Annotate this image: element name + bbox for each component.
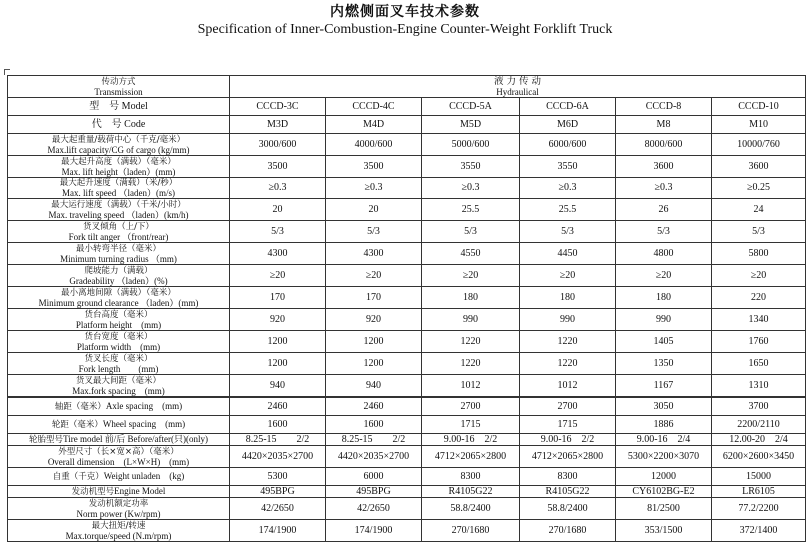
spec-value: 4300 bbox=[326, 243, 422, 265]
spec-label bbox=[8, 199, 230, 221]
spec-label-cn: 货叉长度（毫米） bbox=[84, 353, 153, 364]
spec-label bbox=[8, 265, 230, 287]
spec-label-en: Axle spacing (mm) bbox=[105, 401, 183, 411]
spec-row bbox=[8, 134, 806, 156]
spec-value: 940 bbox=[230, 375, 326, 398]
spec-value: 42/2650 bbox=[230, 498, 326, 520]
model-value: CCCD-3C bbox=[230, 98, 326, 116]
spec-value: 180 bbox=[422, 287, 520, 309]
code-value: M5D bbox=[422, 116, 520, 134]
spec-value: ≥0.3 bbox=[326, 178, 422, 199]
spec-label-en: Max. lift height（laden）(mm) bbox=[61, 166, 176, 177]
spec-value: 990 bbox=[422, 309, 520, 331]
spec-value: 1886 bbox=[616, 416, 712, 434]
hydraulical-cn: 液 力 传 动 bbox=[493, 75, 542, 87]
spec-value: ≥0.3 bbox=[230, 178, 326, 199]
spec-value: 2700 bbox=[520, 397, 616, 416]
spec-value: 3000/600 bbox=[230, 134, 326, 156]
spec-label bbox=[8, 520, 230, 542]
spec-row bbox=[8, 353, 806, 375]
spec-value: CY6102BG-E2 bbox=[616, 486, 712, 498]
spec-value: 990 bbox=[520, 309, 616, 331]
spec-value: 1340 bbox=[712, 309, 806, 331]
spec-value: 372/1400 bbox=[712, 520, 806, 542]
spec-value: 1200 bbox=[326, 353, 422, 375]
spec-label bbox=[8, 397, 230, 416]
spec-value: 1760 bbox=[712, 331, 806, 353]
spec-row bbox=[8, 397, 806, 416]
spec-label-cn: 最大起升高度（满载）（毫米） bbox=[61, 156, 176, 167]
spec-value: 3600 bbox=[616, 156, 712, 178]
hydraulical-en: Hydraulical bbox=[496, 86, 539, 97]
spec-value: 2460 bbox=[230, 397, 326, 416]
code-value: M4D bbox=[326, 116, 422, 134]
spec-value: ≥20 bbox=[616, 265, 712, 287]
spec-label-en: Platform width (mm) bbox=[76, 341, 161, 352]
spec-value: 24 bbox=[712, 199, 806, 221]
spec-label bbox=[8, 243, 230, 265]
spec-label-cn: 货台高度（毫米） bbox=[84, 309, 153, 320]
spec-value: 4800 bbox=[616, 243, 712, 265]
spec-value: 1200 bbox=[230, 353, 326, 375]
spec-label bbox=[8, 434, 230, 446]
spec-label-cn: 货叉最大间距（毫米） bbox=[75, 375, 161, 386]
spec-label-en: Max.torque/speed (N.m/rpm) bbox=[65, 530, 172, 541]
spec-row bbox=[8, 520, 806, 542]
spec-value: 8300 bbox=[422, 468, 520, 486]
spec-value: 6000 bbox=[326, 468, 422, 486]
spec-value: 12.00-20 2/4 bbox=[712, 434, 806, 446]
spec-value: 20 bbox=[230, 199, 326, 221]
spec-row bbox=[8, 486, 806, 498]
spec-label-cn: 货台宽度（毫米） bbox=[84, 331, 153, 342]
spec-value: 8000/600 bbox=[616, 134, 712, 156]
spec-value: 1200 bbox=[230, 331, 326, 353]
spec-label-en: Fork tilt anger （front/rear) bbox=[68, 231, 169, 242]
spec-value: 1350 bbox=[616, 353, 712, 375]
spec-label-cn: 最大起重量/载荷中心（千克/毫米） bbox=[51, 134, 186, 145]
spec-label-cn: 最小转弯半径（毫米） bbox=[75, 243, 161, 254]
spec-value: 4712×2065×2800 bbox=[520, 446, 616, 468]
spec-label bbox=[8, 446, 230, 468]
transmission-label-cn: 传动方式 bbox=[101, 76, 136, 87]
spec-value: 3550 bbox=[422, 156, 520, 178]
spec-label-en: Max.lift capacity/CG of cargo (kg/mm) bbox=[47, 144, 190, 155]
model-value: CCCD-4C bbox=[326, 98, 422, 116]
spec-value: 4550 bbox=[422, 243, 520, 265]
spec-label-en: Fork length (mm) bbox=[78, 363, 159, 374]
model-value: CCCD-8 bbox=[616, 98, 712, 116]
spec-value: 495BPG bbox=[230, 486, 326, 498]
spec-label-en: Gradeability （laden）(%) bbox=[69, 275, 168, 286]
spec-value: 5/3 bbox=[422, 221, 520, 243]
spec-value: ≥20 bbox=[422, 265, 520, 287]
spec-value: 1220 bbox=[422, 331, 520, 353]
spec-value: 5300 bbox=[230, 468, 326, 486]
spec-value: 495BPG bbox=[326, 486, 422, 498]
spec-value: 3050 bbox=[616, 397, 712, 416]
spec-value: 58.8/2400 bbox=[422, 498, 520, 520]
spec-row bbox=[8, 498, 806, 520]
spec-value: 5/3 bbox=[326, 221, 422, 243]
spec-value: 1715 bbox=[422, 416, 520, 434]
spec-value: 9.00-16 2/2 bbox=[520, 434, 616, 446]
spec-value: LR6105 bbox=[712, 486, 806, 498]
spec-value: 25.5 bbox=[520, 199, 616, 221]
code-row bbox=[8, 116, 806, 134]
page-title-cn: 内燃侧面叉车技术参数 bbox=[330, 4, 480, 20]
spec-label-cn: 最大起升速度（满载）（米/秒） bbox=[59, 178, 178, 188]
spec-value: 1220 bbox=[422, 353, 520, 375]
spec-value: 4420×2035×2700 bbox=[230, 446, 326, 468]
hydraulical-cell bbox=[230, 76, 806, 98]
spec-label-cn: 轴距（毫米） bbox=[54, 402, 106, 412]
spec-value: ≥20 bbox=[712, 265, 806, 287]
spec-label bbox=[8, 468, 230, 486]
title-block bbox=[0, 3, 810, 38]
spec-value: 5000/600 bbox=[422, 134, 520, 156]
spec-label bbox=[8, 156, 230, 178]
spec-value: 170 bbox=[326, 287, 422, 309]
spec-value: 353/1500 bbox=[616, 520, 712, 542]
spec-value: 174/1900 bbox=[326, 520, 422, 542]
spec-value: 1715 bbox=[520, 416, 616, 434]
spec-value: 10000/760 bbox=[712, 134, 806, 156]
spec-value: 5/3 bbox=[616, 221, 712, 243]
spec-label bbox=[8, 331, 230, 353]
model-value: CCCD-6A bbox=[520, 98, 616, 116]
spec-label-cn: 轮胎型号 bbox=[29, 435, 64, 445]
spec-value: 1405 bbox=[616, 331, 712, 353]
spec-value: 3600 bbox=[712, 156, 806, 178]
spec-label-en: Weight unladen (kg) bbox=[103, 471, 185, 481]
spec-value: ≥20 bbox=[520, 265, 616, 287]
spec-value: 3700 bbox=[712, 397, 806, 416]
model-row bbox=[8, 98, 806, 116]
spec-value: 1012 bbox=[520, 375, 616, 398]
spec-value: 4000/600 bbox=[326, 134, 422, 156]
spec-value: 270/1680 bbox=[422, 520, 520, 542]
spec-label-cn: 轮距（毫米） bbox=[51, 420, 103, 430]
spec-label-en: Overall dimension (L×W×H) (mm) bbox=[47, 456, 190, 467]
transmission-label bbox=[8, 76, 230, 98]
spec-value: 1220 bbox=[520, 353, 616, 375]
spec-label-en: Norm power (Kw/rpm) bbox=[76, 508, 161, 519]
spec-value: 58.8/2400 bbox=[520, 498, 616, 520]
spec-value: 180 bbox=[616, 287, 712, 309]
spec-value: 6000/600 bbox=[520, 134, 616, 156]
spec-label-cn: 货叉倾角（上/下） bbox=[83, 221, 154, 232]
spec-value: ≥20 bbox=[326, 265, 422, 287]
spec-value: 3500 bbox=[326, 156, 422, 178]
spec-label bbox=[8, 486, 230, 498]
spec-value: 220 bbox=[712, 287, 806, 309]
code-value: M6D bbox=[520, 116, 616, 134]
spec-value: 920 bbox=[230, 309, 326, 331]
spec-value: 77.2/2200 bbox=[712, 498, 806, 520]
spec-value: 1600 bbox=[326, 416, 422, 434]
spec-row bbox=[8, 375, 806, 398]
code-value: M8 bbox=[616, 116, 712, 134]
spec-value: 1167 bbox=[616, 375, 712, 398]
spec-row bbox=[8, 331, 806, 353]
spec-value: 270/1680 bbox=[520, 520, 616, 542]
spec-label bbox=[8, 353, 230, 375]
spec-value: 1310 bbox=[712, 375, 806, 398]
code-label: 代 号 Code bbox=[8, 116, 230, 134]
spec-value: 1200 bbox=[326, 331, 422, 353]
spec-label-en: Platform height (mm) bbox=[75, 319, 162, 330]
spec-value: 5300×2200×3070 bbox=[616, 446, 712, 468]
spec-value: 4300 bbox=[230, 243, 326, 265]
spec-value: ≥20 bbox=[230, 265, 326, 287]
spec-row bbox=[8, 309, 806, 331]
spec-value: 170 bbox=[230, 287, 326, 309]
spec-row bbox=[8, 287, 806, 309]
spec-value: ≥0.3 bbox=[616, 178, 712, 199]
spec-value: 6200×2600×3450 bbox=[712, 446, 806, 468]
spec-label-cn: 外型尺寸（长×宽×高）（毫米） bbox=[58, 446, 179, 457]
spec-value: 2700 bbox=[422, 397, 520, 416]
model-label: 型 号 Model bbox=[8, 98, 230, 116]
spec-label-en: Max. traveling speed （laden）(km/h) bbox=[48, 209, 189, 220]
spec-row bbox=[8, 416, 806, 434]
spec-label bbox=[8, 134, 230, 156]
spec-value: 8.25-15 2/2 bbox=[326, 434, 422, 446]
spec-value: 920 bbox=[326, 309, 422, 331]
page-title-en: Specification of Inner-Combustion-Engine Counter-Weight Forklift Truck bbox=[197, 22, 613, 37]
transmission-label-en: Transmission bbox=[94, 86, 143, 97]
spec-value: 8.25-15 2/2 bbox=[230, 434, 326, 446]
spec-value: 4712×2065×2800 bbox=[422, 446, 520, 468]
spec-label bbox=[8, 375, 230, 398]
spec-row bbox=[8, 265, 806, 287]
model-value: CCCD-10 bbox=[712, 98, 806, 116]
spec-row bbox=[8, 468, 806, 486]
spec-row bbox=[8, 434, 806, 446]
spec-value: 9.00-16 2/2 bbox=[422, 434, 520, 446]
spec-label bbox=[8, 178, 230, 199]
spec-value: 1012 bbox=[422, 375, 520, 398]
spec-label-en: Max. lift speed （laden）(m/s) bbox=[62, 188, 175, 198]
transmission-row bbox=[8, 76, 806, 98]
spec-label-cn: 最大扭矩/转速 bbox=[91, 520, 146, 531]
spec-value: ≥0.3 bbox=[520, 178, 616, 199]
spec-label bbox=[8, 287, 230, 309]
spec-label-en: Engine Model bbox=[114, 486, 166, 496]
spec-value: 9.00-16 2/4 bbox=[616, 434, 712, 446]
spec-row bbox=[8, 156, 806, 178]
spec-value: 20 bbox=[326, 199, 422, 221]
spec-value: 940 bbox=[326, 375, 422, 398]
spec-value: 1600 bbox=[230, 416, 326, 434]
spec-value: 81/2500 bbox=[616, 498, 712, 520]
spec-value: 5/3 bbox=[712, 221, 806, 243]
spec-label bbox=[8, 416, 230, 434]
spec-value: 990 bbox=[616, 309, 712, 331]
spec-label-en: Minimum ground clearance （laden）(mm) bbox=[38, 297, 199, 308]
spec-label bbox=[8, 309, 230, 331]
spec-value: 8300 bbox=[520, 468, 616, 486]
spec-value: 4420×2035×2700 bbox=[326, 446, 422, 468]
spec-label bbox=[8, 498, 230, 520]
spec-label-cn: 最大运行速度（满载）（千米/小时） bbox=[51, 199, 186, 210]
model-value: CCCD-5A bbox=[422, 98, 520, 116]
code-value: M10 bbox=[712, 116, 806, 134]
spec-value: 180 bbox=[520, 287, 616, 309]
spec-value: 1650 bbox=[712, 353, 806, 375]
spec-label bbox=[8, 221, 230, 243]
spec-label-en: Wheel spacing (mm) bbox=[102, 419, 186, 429]
spec-value: 5800 bbox=[712, 243, 806, 265]
spec-label-cn: 自重（千克） bbox=[52, 472, 104, 482]
spec-value: 3550 bbox=[520, 156, 616, 178]
spec-label-cn: 发动机型号 bbox=[71, 487, 115, 497]
spec-value: 4450 bbox=[520, 243, 616, 265]
spec-value: 2460 bbox=[326, 397, 422, 416]
spec-value: R4105G22 bbox=[422, 486, 520, 498]
spec-row bbox=[8, 243, 806, 265]
spec-value: 25.5 bbox=[422, 199, 520, 221]
spec-value: 3500 bbox=[230, 156, 326, 178]
spec-value: 5/3 bbox=[230, 221, 326, 243]
spec-label-cn: 爬坡能力（满载） bbox=[84, 265, 153, 276]
code-value: M3D bbox=[230, 116, 326, 134]
spec-value: ≥0.3 bbox=[422, 178, 520, 199]
spec-value: 1220 bbox=[520, 331, 616, 353]
spec-value: 26 bbox=[616, 199, 712, 221]
spec-label-cn: 最小离地间隙（满载）（毫米） bbox=[61, 287, 176, 298]
spec-value: 5/3 bbox=[520, 221, 616, 243]
spec-row bbox=[8, 178, 806, 199]
spec-label-en: Max.fork spacing (mm) bbox=[72, 385, 165, 396]
spec-row bbox=[8, 446, 806, 468]
spec-row bbox=[8, 199, 806, 221]
spec-value: 15000 bbox=[712, 468, 806, 486]
spec-value: R4105G22 bbox=[520, 486, 616, 498]
spec-value: ≥0.25 bbox=[712, 178, 806, 199]
spec-value: 42/2650 bbox=[326, 498, 422, 520]
spec-value: 174/1900 bbox=[230, 520, 326, 542]
spec-value: 12000 bbox=[616, 468, 712, 486]
spec-label-cn: 发动机额定功率 bbox=[88, 498, 149, 509]
spec-table bbox=[7, 75, 806, 542]
spec-value: 2200/2110 bbox=[712, 416, 806, 434]
spec-label-en: Minimum turning radius （mm) bbox=[60, 253, 177, 264]
spec-row bbox=[8, 221, 806, 243]
spec-label-en: Tire model 前/后 Before/after(只)(only) bbox=[63, 434, 208, 444]
